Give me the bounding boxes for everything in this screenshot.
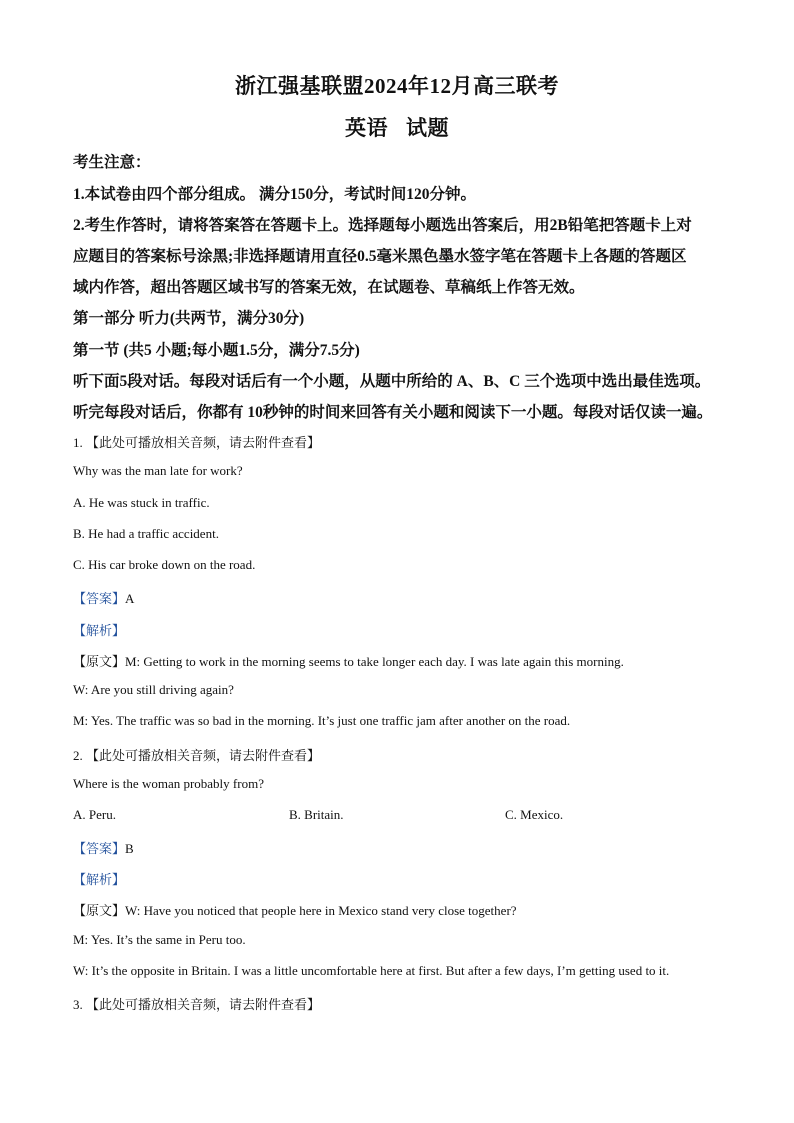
- question-2-number: 2. 【此处可播放相关音频，请去附件查看】: [73, 748, 321, 763]
- notes-heading: 考生注意：: [73, 154, 151, 171]
- subject-suffix: 试题: [406, 116, 449, 140]
- question-1-option-c: C. His car broke down on the road.: [73, 557, 256, 572]
- question-1-transcript-1: 【原文】M: Getting to work in the morning seems to take longer each day. I was late again this morning.: [73, 654, 624, 669]
- question-1-analysis-label: 【解析】: [73, 623, 126, 638]
- question-2-stem: Where is the woman probably from?: [73, 776, 264, 791]
- question-2-options: [73, 807, 733, 825]
- exam-title: 浙江强基联盟2024年12月高三联考: [235, 74, 559, 98]
- question-2-option-b: B. Britain.: [289, 807, 344, 822]
- question-2-option-c: C. Mexico.: [505, 807, 564, 822]
- question-1-transcript-2: W: Are you still driving again?: [73, 682, 234, 697]
- question-1-number: 1. 【此处可播放相关音频，请去附件查看】: [73, 435, 321, 450]
- question-1-option-b: B. He had a traffic accident.: [73, 526, 219, 541]
- answer-value: A: [125, 591, 135, 606]
- question-2-option-a: A. Peru.: [73, 807, 116, 822]
- answer-value: B: [125, 841, 134, 856]
- question-2-transcript-1: 【原文】W: Have you noticed that people here in Mexico stand very close together?: [73, 903, 517, 918]
- instructions-line-1: 听下面5段对话。每段对话后有一个小题，从题中所给的 A、B、C 三个选项中选出最佳选项。: [73, 373, 711, 390]
- notes-item-1: 1.本试卷由四个部分组成。 满分150分，考试时间120分钟。: [73, 186, 477, 203]
- notes-item-2-line-1: 2.考生作答时，请将答案答在答题卡上。选择题每小题选出答案后，用2B铅笔把答题卡上对: [73, 217, 692, 234]
- question-1-option-a: A. He was stuck in traffic.: [73, 495, 210, 510]
- question-2-transcript-3: W: It’s the opposite in Britain. I was a little uncomfortable here at first. But after a few days, I’m getting used to it.: [73, 963, 670, 978]
- answer-label: 【答案】: [73, 841, 126, 856]
- notes-item-2-line-2: 应题目的答案标号涂黑;非选择题请用直径0.5毫米黑色墨水签字笔在答题卡上各题的答题区: [73, 248, 687, 265]
- section1-heading: 第一节 (共5 小题;每小题1.5分，满分7.5分): [73, 342, 360, 359]
- subject-name: 英语: [345, 116, 388, 140]
- instructions-line-2: 听完每段对话后，你都有 10秒钟的时间来回答有关小题和阅读下一小题。每段对话仅读一遍。: [73, 404, 713, 421]
- notes-item-2-line-3: 域内作答，超出答题区域书写的答案无效，在试题卷、草稿纸上作答无效。: [73, 279, 585, 296]
- exam-subtitle: [0, 112, 794, 142]
- question-2-analysis-label: 【解析】: [73, 872, 126, 887]
- question-1-answer: [73, 588, 733, 607]
- answer-label: 【答案】: [73, 591, 126, 606]
- question-3-number: 3. 【此处可播放相关音频，请去附件查看】: [73, 997, 321, 1012]
- question-1-stem: Why was the man late for work?: [73, 463, 243, 478]
- question-2-answer: [73, 838, 733, 857]
- question-2-transcript-2: M: Yes. It’s the same in Peru too.: [73, 932, 246, 947]
- question-1-transcript-3: M: Yes. The traffic was so bad in the morning. It’s just one traffic jam after another on the road.: [73, 713, 571, 728]
- part1-heading: 第一部分 听力(共两节，满分30分): [73, 310, 305, 327]
